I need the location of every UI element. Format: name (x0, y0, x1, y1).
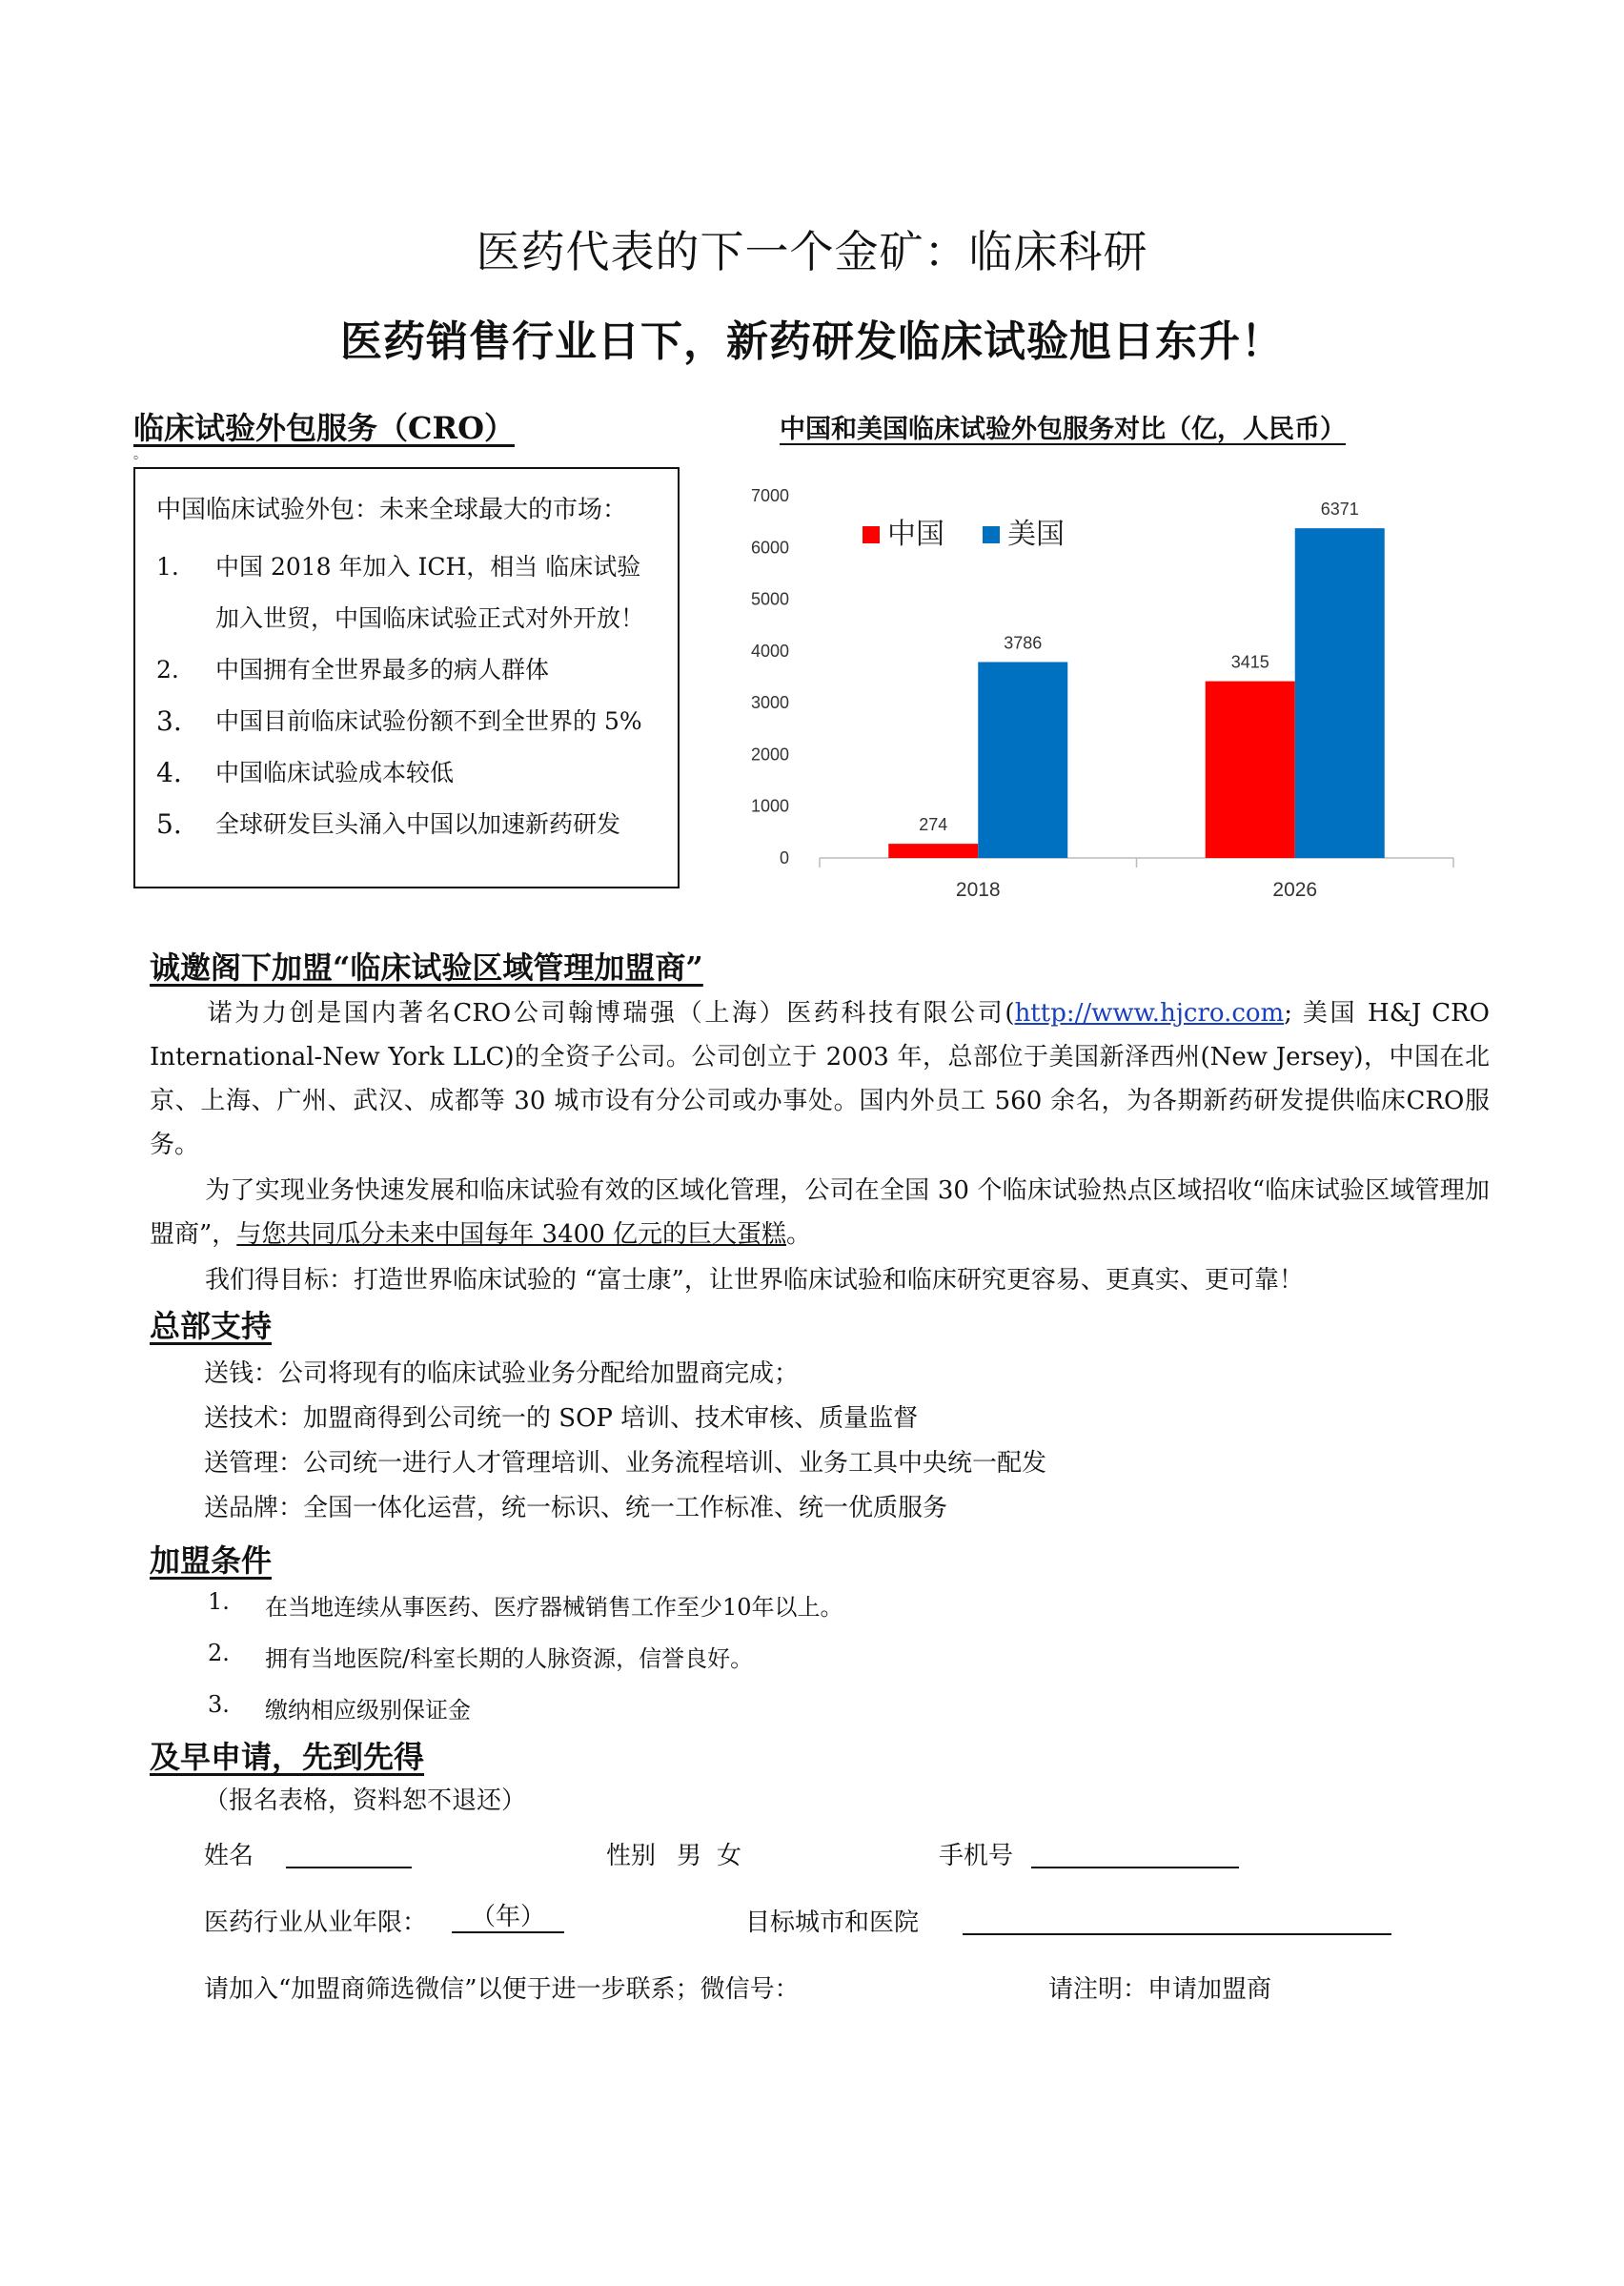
list-text: 中国 2018 年加入 ICH，相当 临床试验加入世贸，中国临床试验正式对外开放！ (215, 553, 645, 632)
y-tick-label: 5000 (750, 589, 789, 609)
company-website-link[interactable]: http://www.hjcro.com (1014, 999, 1285, 1028)
support-line: 送品牌：全国一体化运营，统一标识、统一工作标准、统一优质服务 (204, 1494, 948, 1522)
list-item (156, 541, 661, 644)
bar (1295, 528, 1385, 858)
list-number: 1. (156, 553, 179, 581)
invite-heading: 诚邀阁下加盟“临床试验区域管理加盟商” (150, 949, 703, 986)
condition-number: 2. (208, 1640, 230, 1666)
bar (888, 844, 978, 858)
y-tick-label: 2000 (750, 745, 789, 765)
condition-text: 缴纳相应级别保证金 (265, 1697, 471, 1724)
legend-label: 美国 (1007, 518, 1065, 551)
invite-p1-text-2: ; 美国 H&J CRO International-New York LLC)的全资子公司。公司创立于 2003 年，总部位于美国新泽西州(New Jersey)，中国在北京、上海、广州、武汉、成都等 30 城市设有分公司或办事处。国内外员工 560 余名，为各期新药研发提供临床CRO服务。 (150, 999, 1490, 1159)
condition-text: 拥有当地医院/科室长期的人脉资源，信誉良好。 (265, 1645, 754, 1672)
page-subtitle: 医药销售行业日下，新药研发临床试验旭日东升！ (340, 317, 1284, 366)
list-item (156, 747, 661, 799)
legend-label: 中国 (887, 518, 944, 551)
data-label: 3415 (1230, 652, 1269, 672)
x-tick-label: 2026 (1272, 879, 1318, 901)
list-text: 全球研发巨头涌入中国以加速新药研发 (215, 810, 621, 838)
data-label: 274 (919, 815, 948, 835)
list-number: 3. (156, 705, 182, 737)
support-heading: 总部支持 (150, 1308, 273, 1344)
y-tick-label: 1000 (750, 796, 789, 816)
list-text: 中国目前临床试验份额不到全世界的 5% (215, 707, 642, 735)
y-tick-label: 4000 (750, 641, 789, 661)
invite-p1-text: 诺为力创是国内著名CRO公司翰博瑞强（上海）医药科技有限公司( (205, 999, 1015, 1028)
list-number: 5. (156, 808, 182, 840)
y-tick-label: 7000 (750, 486, 789, 505)
list-item (156, 644, 661, 696)
data-label: 3786 (1004, 633, 1043, 653)
name-label: 姓名 (204, 1842, 254, 1870)
list-item (156, 696, 661, 747)
invite-p2-text: 为了实现业务快速发展和临床试验有效的区域化管理，公司在全国 30 个临床试验热点区域招收“临床试验区域管理加盟商”， (150, 1176, 1490, 1249)
invite-p2-end: 。 (786, 1220, 812, 1249)
cro-heading: 临床试验外包服务（CRO） (133, 410, 515, 446)
cro-list (156, 541, 661, 850)
condition-number: 3. (208, 1691, 230, 1718)
data-label: 6371 (1320, 500, 1359, 520)
bar-chart (743, 467, 1468, 915)
y-tick-label: 0 (779, 848, 789, 867)
legend-swatch (983, 526, 1000, 543)
list-text: 中国临床试验成本较低 (215, 759, 455, 786)
gender-male-option[interactable]: 男 (677, 1842, 702, 1870)
years-label: 医药行业从业年限： (204, 1908, 428, 1937)
gender-female-option[interactable]: 女 (717, 1842, 742, 1870)
cro-market-box (133, 467, 680, 888)
list-item (156, 799, 661, 850)
y-tick-label: 6000 (750, 538, 789, 558)
invite-p2-underlined: 与您共同瓜分未来中国每年 3400 亿元的巨大蛋糕 (236, 1220, 786, 1249)
gender-label: 性别 (606, 1842, 657, 1870)
invite-paragraph-3 (150, 1258, 1490, 1302)
condition-number: 1. (208, 1588, 230, 1615)
wechat-note: 请注明：申请加盟商 (1048, 1975, 1272, 2004)
bar (1206, 682, 1295, 858)
condition-text: 在当地连续从事医药、医疗器械销售工作至少10年以上。 (265, 1594, 843, 1621)
y-tick-label: 3000 (750, 693, 789, 713)
apply-note: （报名表格，资料恕不退还） (204, 1786, 527, 1815)
support-line: 送技术：加盟商得到公司统一的 SOP 培训、技术审核、质量监督 (204, 1404, 919, 1433)
list-text: 中国拥有全世界最多的病人群体 (215, 656, 550, 684)
conditions-heading: 加盟条件 (150, 1542, 273, 1579)
wechat-label: 请加入“加盟商筛选微信”以便于进一步联系；微信号： (204, 1975, 800, 2004)
target-label: 目标城市和医院 (745, 1908, 920, 1937)
legend-swatch (863, 526, 880, 543)
years-field[interactable]: （年） (452, 1903, 564, 1933)
invite-paragraph-1 (150, 991, 1490, 1167)
page-title: 医药代表的下一个金矿：临床科研 (476, 226, 1148, 277)
bar (978, 662, 1067, 858)
apply-heading: 及早申请，先到先得 (150, 1739, 425, 1775)
cro-box-intro: 中国临床试验外包：未来全球最大的市场： (156, 496, 628, 524)
target-field[interactable] (963, 1907, 1391, 1935)
chart-title: 中国和美国临床试验外包服务对比（亿，人民币） (780, 415, 1346, 444)
support-line: 送钱：公司将现有的临床试验业务分配给加盟商完成； (204, 1359, 800, 1388)
invite-paragraph-2 (150, 1169, 1490, 1256)
invite-p3-text: 我们得目标：打造世界临床试验的 “富士康”，让世界临床试验和临床研究更容易、更真实、更可靠！ (205, 1266, 1304, 1295)
phone-field[interactable] (1031, 1840, 1239, 1868)
name-field[interactable] (286, 1840, 412, 1868)
phone-label: 手机号 (939, 1842, 1014, 1870)
list-number: 4. (156, 757, 182, 788)
support-line: 送管理：公司统一进行人才管理培训、业务流程培训、业务工具中央统一配发 (204, 1449, 1047, 1478)
x-tick-label: 2018 (955, 879, 1001, 901)
stray-mark: 。 (133, 447, 147, 462)
list-number: 2. (156, 656, 179, 684)
